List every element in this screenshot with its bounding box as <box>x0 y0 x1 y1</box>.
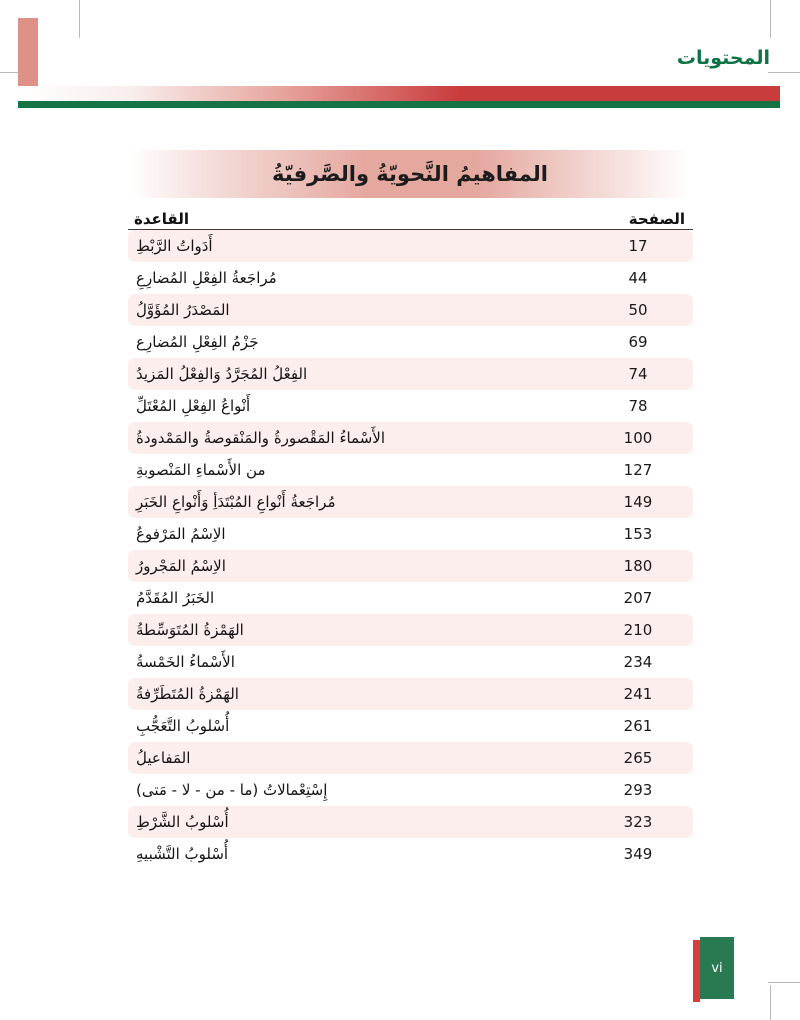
crop-mark-bottom-right-horizontal <box>768 982 800 983</box>
row-rule-title: الهَمْزةُ المُتَوَسِّطةُ <box>136 621 244 639</box>
row-rule-title: الخَبَرُ المُقَدَّمُ <box>136 589 215 607</box>
row-page-number: 234 <box>623 653 653 671</box>
row-rule-title: الهَمْزةُ المُتَطَرِّفةُ <box>136 685 239 703</box>
row-page-number: 323 <box>623 813 653 831</box>
table-row[interactable] <box>128 486 693 518</box>
crop-mark-top-left-vertical <box>79 0 80 38</box>
header-green-rule <box>18 101 780 108</box>
row-rule-title: أُسْلوبُ الشَّرْطِ <box>136 813 229 831</box>
crop-mark-top-right-horizontal <box>768 72 800 73</box>
table-row[interactable] <box>128 326 693 358</box>
row-page-number: 210 <box>623 621 653 639</box>
row-rule-title: من الأَسْماءِ المَنْصوبةِ <box>136 461 266 479</box>
table-row[interactable] <box>128 614 693 646</box>
row-page-number: 241 <box>623 685 653 703</box>
crop-mark-bottom-right-vertical <box>770 985 771 1020</box>
row-page-number: 153 <box>623 525 653 543</box>
page-title: المحتويات <box>676 47 770 69</box>
row-page-number: 349 <box>623 845 653 863</box>
table-row[interactable] <box>128 262 693 294</box>
row-page-number: 69 <box>628 333 648 351</box>
row-rule-title: الأَسْماءُ المَقْصورةُ والمَنْقوصةُ والمَمْدودةُ <box>136 429 386 447</box>
row-page-number: 78 <box>628 397 648 415</box>
table-row[interactable] <box>128 550 693 582</box>
table-row[interactable] <box>128 582 693 614</box>
table-row[interactable] <box>128 358 693 390</box>
row-page-number: 100 <box>623 429 653 447</box>
row-rule-title: الفِعْلُ المُجَرَّدُ وَالفِعْلُ المَزيدُ <box>136 365 308 383</box>
footer-red-accent <box>693 940 700 1002</box>
row-rule-title: المَفاعيلُ <box>136 749 191 767</box>
table-row[interactable] <box>128 230 693 262</box>
row-rule-title: الاِسْمُ المَرْفوعُ <box>136 525 226 543</box>
table-row[interactable] <box>128 678 693 710</box>
row-page-number: 261 <box>623 717 653 735</box>
table-row[interactable] <box>128 774 693 806</box>
table-row[interactable] <box>128 390 693 422</box>
row-page-number: 74 <box>628 365 648 383</box>
row-page-number: 207 <box>623 589 653 607</box>
row-rule-title: أُسْلوبُ التَّعَجُّبِ <box>136 717 230 735</box>
table-row[interactable] <box>128 838 693 870</box>
section-title: المفاهيمُ النَّحويّةُ والصَّرفيّةُ <box>272 162 548 186</box>
row-rule-title: إِسْتِعْمالاتُ (ما - من - لا - مَتى) <box>136 781 328 799</box>
table-row[interactable] <box>128 710 693 742</box>
table-row[interactable] <box>128 742 693 774</box>
row-rule-title: جَزْمُ الفِعْلِ المُضارِع <box>136 333 259 351</box>
table-body <box>128 230 693 870</box>
row-rule-title: أَنْواعُ الفِعْلِ المُعْتَلِّ <box>136 397 251 415</box>
table-row[interactable] <box>128 454 693 486</box>
table-of-contents <box>128 203 693 870</box>
row-page-number: 293 <box>623 781 653 799</box>
row-rule-title: المَصْدَرُ المُؤَوَّلُ <box>136 301 230 319</box>
table-row[interactable] <box>128 806 693 838</box>
row-rule-title: أُسْلوبُ التَّشْبيهِ <box>136 845 229 863</box>
row-page-number: 180 <box>623 557 653 575</box>
row-rule-title: مُراجَعةُ الفِعْلِ المُضارِعِ <box>136 269 277 287</box>
header-red-rule <box>18 86 780 101</box>
crop-mark-top-right-vertical <box>770 0 771 38</box>
table-row[interactable] <box>128 422 693 454</box>
column-header-page: الصفحة <box>628 210 685 228</box>
row-page-number: 17 <box>628 237 648 255</box>
row-rule-title: أَدَواتُ الرَّبْطِ <box>136 237 213 255</box>
table-row[interactable] <box>128 646 693 678</box>
column-header-rule: القاعدة <box>134 210 189 228</box>
row-page-number: 50 <box>628 301 648 319</box>
row-page-number: 149 <box>623 493 653 511</box>
row-rule-title: مُراجَعةُ أَنْواعِ المُبْتَدَأِ وَأَنْواعِ الخَبَرِ <box>136 493 336 511</box>
row-page-number: 44 <box>628 269 648 287</box>
row-page-number: 265 <box>623 749 653 767</box>
section-title-band <box>130 150 690 198</box>
row-rule-title: الأَسْماءُ الخَمْسةُ <box>136 653 235 671</box>
table-row[interactable] <box>128 518 693 550</box>
footer-page-number: vi <box>711 960 723 976</box>
row-page-number: 127 <box>623 461 653 479</box>
row-rule-title: الاِسْمُ المَجْرورُ <box>136 557 226 575</box>
table-header-row <box>128 203 693 230</box>
table-row[interactable] <box>128 294 693 326</box>
footer-page-badge <box>700 937 734 999</box>
